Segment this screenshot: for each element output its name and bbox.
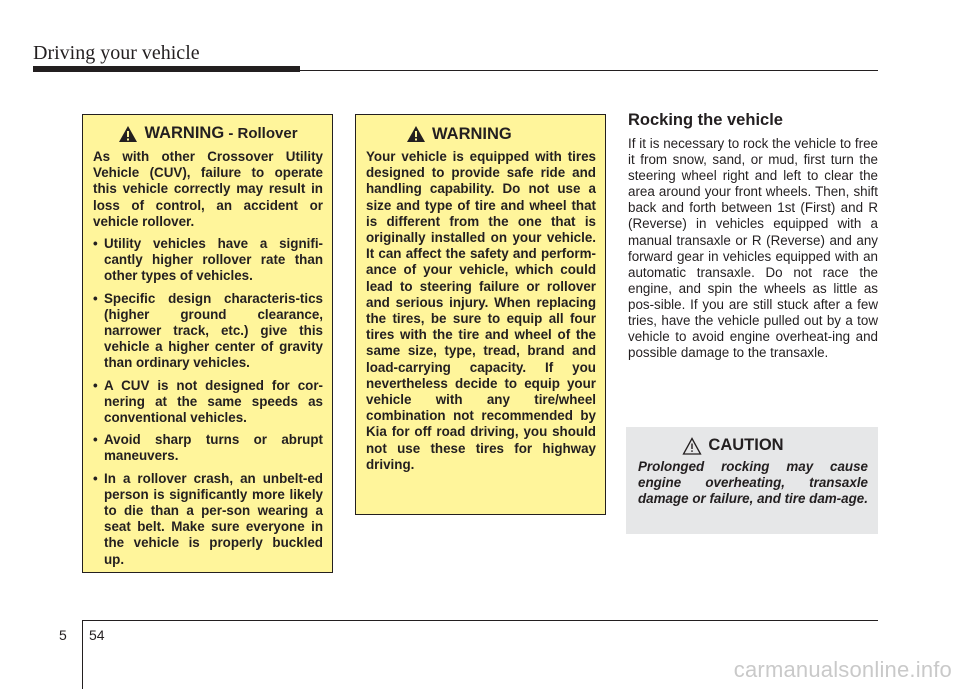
warning-rollover-intro: As with other Crossover Utility Vehicle (CUV), failure to operate this vehicle correctly may result in loss of control, an accident or vehicle rollover. — [93, 149, 323, 229]
caution-title — [598, 436, 868, 455]
caution-label: CAUTION — [708, 436, 784, 454]
header-rule — [33, 70, 878, 71]
warning-triangle-icon — [406, 125, 426, 143]
warning-rollover-box — [82, 114, 333, 573]
footer-rule-vertical — [82, 620, 83, 689]
warning-rollover-title — [93, 125, 323, 143]
watermark: carmanualsonline.info — [733, 657, 952, 682]
list-item: • In a rollover crash, an unbelt-ed person is significantly more likely to die than a per-son wearing a seat belt. Make sure everyone in the vehicle is properly buckled up. — [93, 470, 323, 567]
warning-tires-body: Your vehicle is equipped with tires designed to provide safe ride and handling capability. Do not use a size and type of tire and wheel that is different from the one that is originally installed on your vehicle. It can affect the safety and perform-ance of your vehicle, which could lead to steering failure or rollover and serious injury. When replacing the tires, be sure to equip all four tires with the tire and wheel of the same size, type, tread, brand and load-carrying capacity. If you nevertheless decide to equip your vehicle with any tire/wheel combination not recommended by Kia for off road driving, you should not use these tires for highway driving. — [366, 149, 596, 472]
section-body: If it is necessary to rock the vehicle to free it from snow, sand, or mud, first turn the steering wheel right and left to clear the area around your front wheels. Then, shift back and forth between 1st (First) and R (Reverse) in vehicles equipped with a manual transaxle or R (Reverse) and any forward gear in vehicles equipped with an automatic transaxle. Do not race the engine, and spin the wheels as little as pos-sible. If you are still stuck after a few tries, have the vehicle pulled out by a tow vehicle to avoid engine overheat-ing and possible damage to the transaxle. — [628, 136, 878, 361]
caution-triangle-icon — [682, 437, 702, 455]
bullet-icon: • — [93, 377, 98, 393]
header-rule-thick — [33, 66, 300, 72]
warning-triangle-icon — [118, 125, 138, 143]
warning-label: WARNING — [432, 124, 512, 143]
chapter-number: 5 — [59, 627, 67, 643]
page-number: 54 — [89, 627, 105, 643]
list-item: • A CUV is not designed for cor-nering at the same speeds as conventional vehicles. — [93, 377, 323, 426]
bullet-icon: • — [93, 470, 98, 486]
footer-rule — [82, 620, 878, 621]
warning-tires-box — [355, 114, 606, 515]
warning-tires-title — [406, 125, 596, 143]
bullet-icon: • — [93, 290, 98, 306]
bullet-icon: • — [93, 432, 98, 448]
page-header-title: Driving your vehicle — [33, 42, 200, 64]
bullet-icon: • — [93, 236, 98, 252]
warning-label: WARNING — [144, 124, 225, 143]
warning-rollover-list — [93, 236, 323, 568]
section-title: Rocking the vehicle — [628, 111, 783, 129]
caution-body: Prolonged rocking may cause engine overheating, transaxle damage or failure, and tire dam-age. — [638, 459, 868, 506]
list-item: • Avoid sharp turns or abrupt maneuvers. — [93, 432, 323, 464]
list-item: • Specific design characteris-tics (higher ground clearance, narrower track, etc.) give this vehicle a higher center of gravity than ordinary vehicles. — [93, 290, 323, 371]
warning-subtitle: - Rollover — [224, 125, 298, 143]
caution-box — [626, 427, 878, 534]
list-item: • Utility vehicles have a signifi-cantly higher rollover rate than other types of vehicles. — [93, 236, 323, 284]
